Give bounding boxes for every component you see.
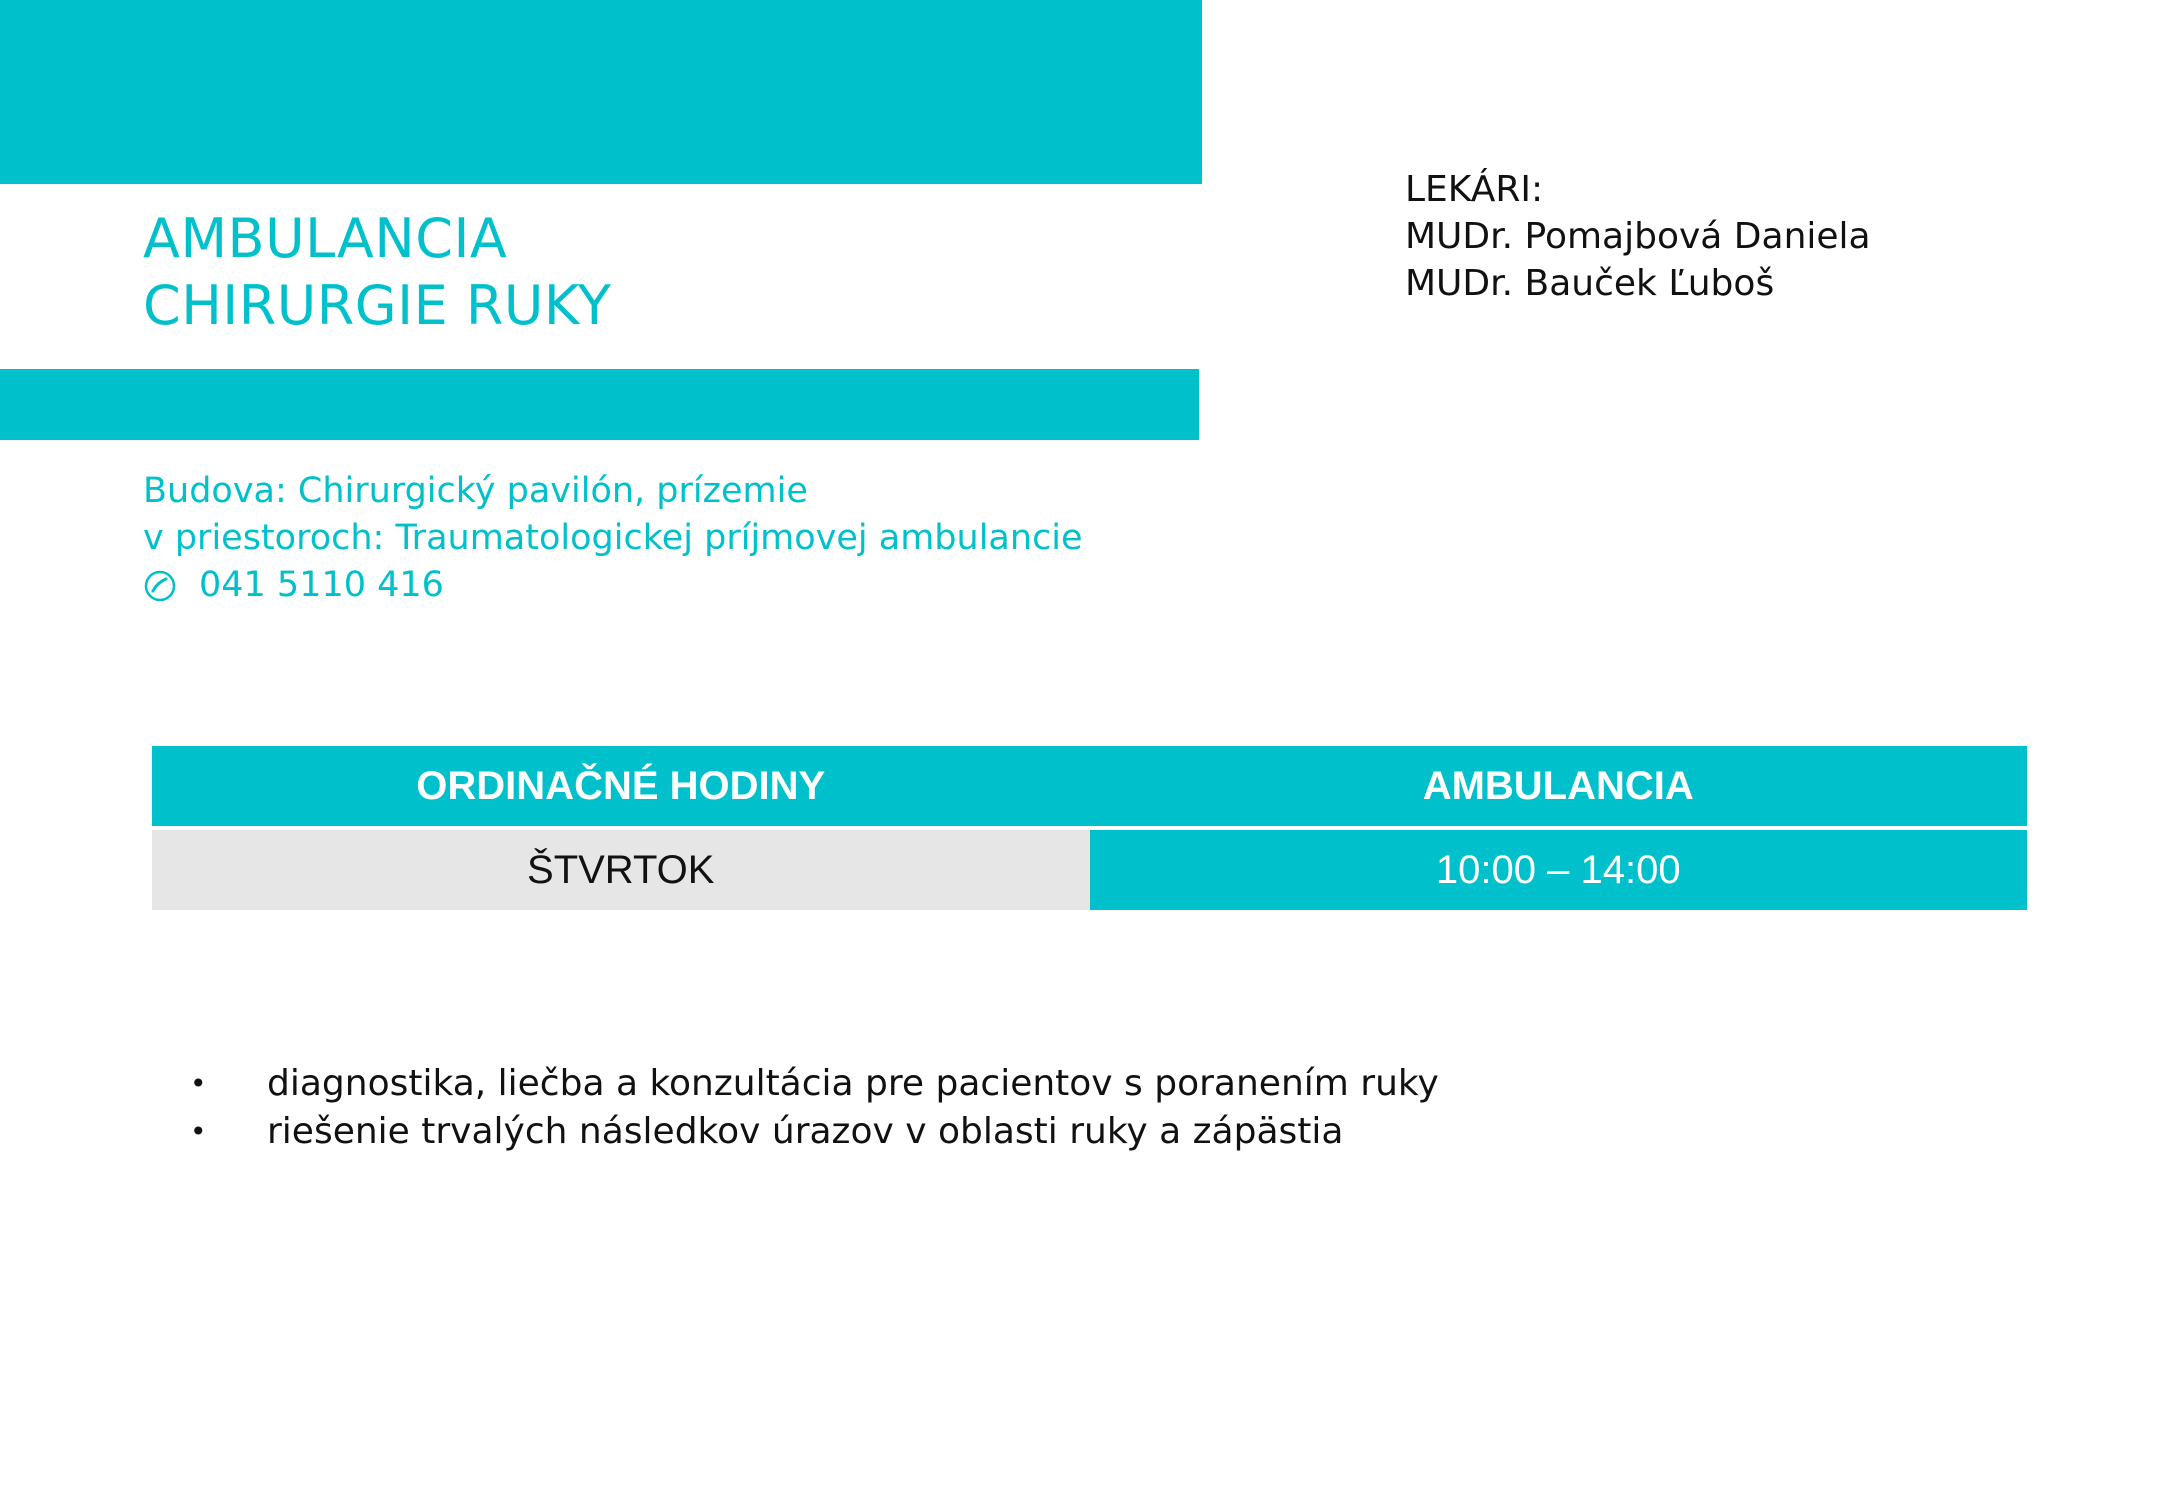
table-row bbox=[152, 828, 2027, 910]
phone-number[interactable]: 041 5110 416 bbox=[199, 565, 444, 605]
doctor-name: MUDr. Bauček Ľuboš bbox=[1405, 263, 1775, 304]
premises-info: v priestoroch: Traumatologickej príjmovej ambulancie bbox=[143, 518, 1083, 558]
bullet: • bbox=[190, 1115, 207, 1148]
doctors-block bbox=[1405, 166, 1871, 307]
list-item bbox=[190, 1108, 1439, 1156]
table-header-row bbox=[152, 746, 2027, 828]
building-info: Budova: Chirurgický pavilón, prízemie bbox=[143, 471, 808, 511]
top-accent-band bbox=[0, 0, 1202, 184]
time-cell: 10:00 – 14:00 bbox=[1090, 828, 2028, 910]
services-list bbox=[190, 1060, 1439, 1156]
title-line-2: CHIRURGIE RUKY bbox=[143, 274, 612, 337]
service-text: riešenie trvalých následkov úrazov v oblasti ruky a zápästia bbox=[267, 1111, 1344, 1152]
service-text: diagnostika, liečba a konzultácia pre pacientov s poranením ruky bbox=[267, 1063, 1439, 1104]
bottom-accent-band bbox=[0, 369, 1199, 440]
day-cell: ŠTVRTOK bbox=[152, 828, 1090, 910]
office-hours-table bbox=[152, 746, 2027, 910]
phone-icon bbox=[143, 569, 177, 603]
column-header-clinic: AMBULANCIA bbox=[1090, 746, 2028, 828]
page-title bbox=[143, 205, 611, 339]
doctors-heading: LEKÁRI: bbox=[1405, 169, 1544, 210]
doctor-name: MUDr. Pomajbová Daniela bbox=[1405, 216, 1871, 257]
column-header-hours: ORDINAČNÉ HODINY bbox=[152, 746, 1090, 828]
title-line-1: AMBULANCIA bbox=[143, 207, 508, 270]
location-block bbox=[143, 468, 1083, 609]
bullet: • bbox=[190, 1067, 207, 1100]
list-item bbox=[190, 1060, 1439, 1108]
phone-row bbox=[143, 562, 1083, 609]
